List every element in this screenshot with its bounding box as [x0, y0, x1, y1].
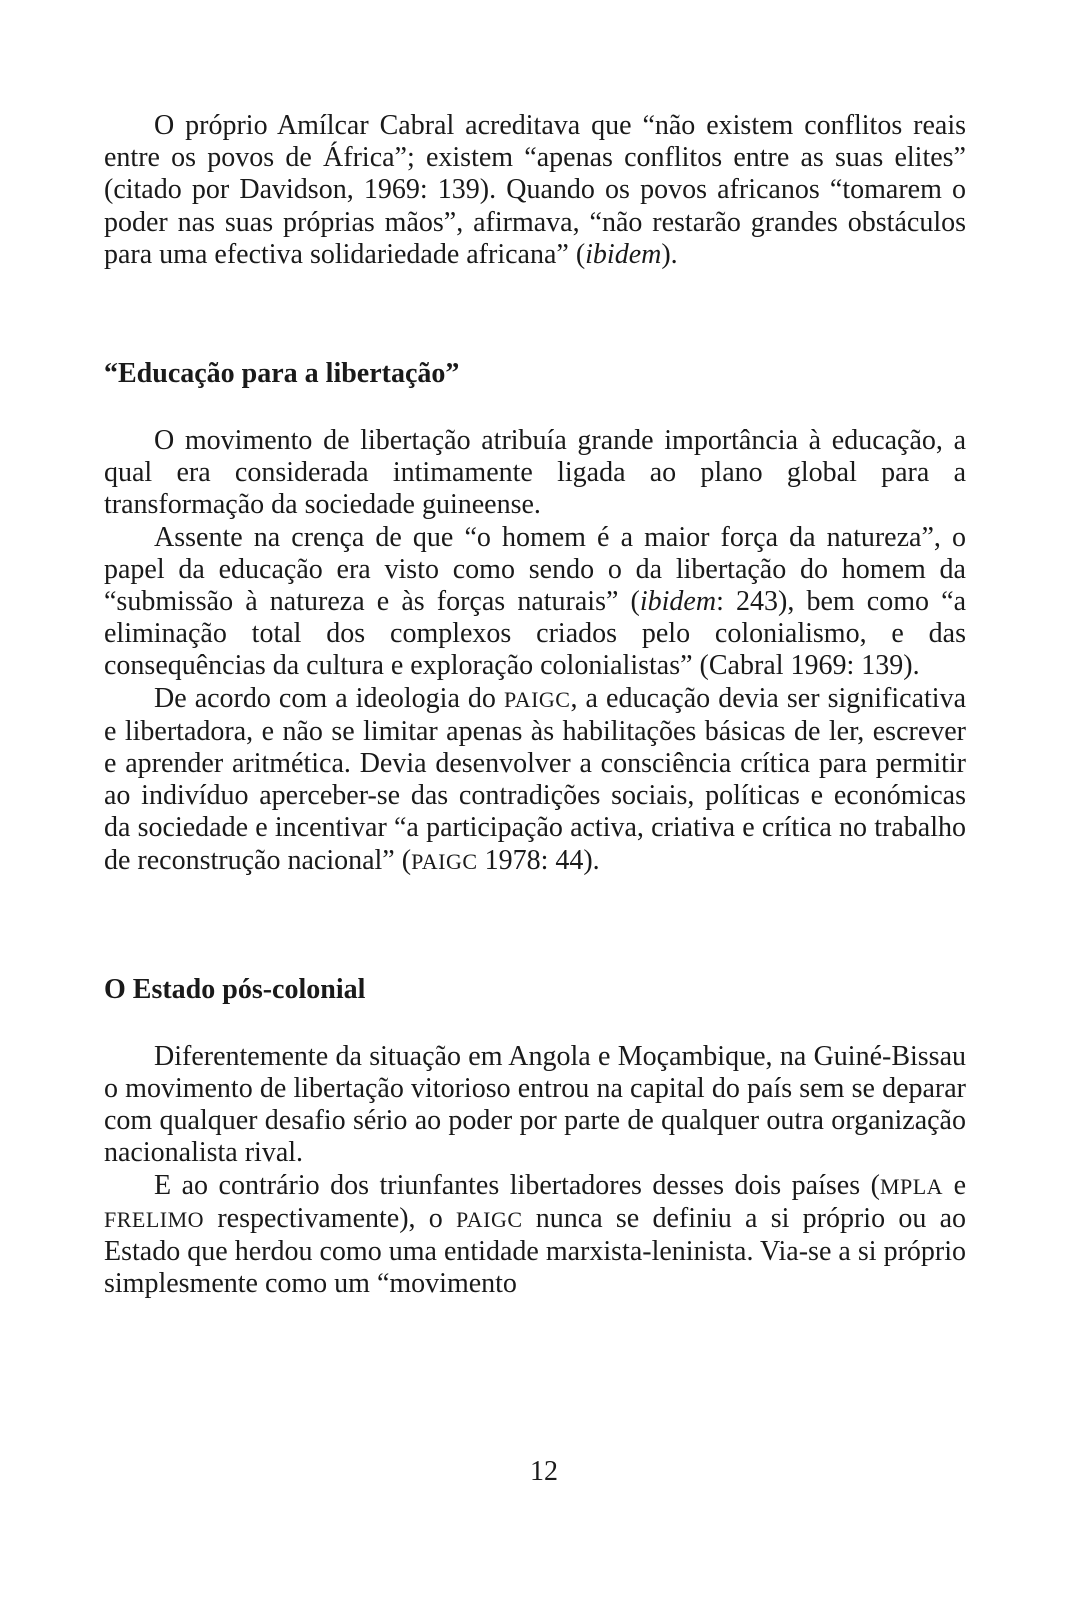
acronym-paigc: PAIGC	[503, 686, 571, 712]
paragraph-text: De acordo com a ideologia do	[154, 682, 504, 714]
paragraph-nature	[104, 522, 966, 683]
paragraph-text: Assente na crença de que “o homem é a maior força da natureza”, o papel da educação era visto como sendo o da libertação do homem da “submissão à natureza e às forças naturais” (	[104, 521, 966, 618]
acronym-paigc: PAIGC	[411, 848, 478, 874]
acronym-paigc: PAIGC	[456, 1206, 523, 1232]
paragraph-text: 1978: 44).	[477, 844, 600, 876]
paragraph-cabral-quote	[104, 110, 966, 271]
section-heading-estado: O Estado pós-colonial	[104, 973, 366, 1005]
page-body	[104, 110, 966, 1300]
paragraph-text: e	[943, 1169, 966, 1201]
paragraph-text: , a educação devia ser significativa e libertadora, e não se limitar apenas às habilitações básicas de ler, escrever e aprender aritmética. Devia desenvolver a consciência crítica para permitir ao indivíduo aperceber-se das contradições sociais, políticas e económicas da sociedade e incentivar “a participação activa, criativa e crítica no trabalho de reconstrução nacional” (	[104, 682, 967, 876]
paragraph-marxist-leninist	[104, 1170, 966, 1301]
paragraph-text: nunca se definiu a si próprio ou ao Estado que herdou como uma entidade marxista-leninista. Via-se a si próprio simplesmente como um “movimento	[104, 1202, 966, 1300]
paragraph-text: ).	[661, 238, 678, 270]
paragraph-text: respectivamente), o	[204, 1202, 457, 1234]
paragraph-guinea-bissau: Diferentemente da situação em Angola e Moçambique, na Guiné-Bissau o movimento de libertação vitorioso entrou na capital do país sem se deparar com qualquer desafio sério ao poder por parte de qualquer outra organização nacionalista rival.	[104, 1040, 966, 1169]
paragraph-education-importance: O movimento de libertação atribuía grande importância à educação, a qual era considerada intimamente ligada ao plano global para a transformação da sociedade guineense.	[104, 425, 966, 521]
paragraph-text: : 243), bem como “a eliminação total dos complexos criados pelo colonialismo, e das consequências da cultura e exploração colonialistas” (Cabral 1969: 139).	[104, 586, 967, 682]
paragraph-text: E ao contrário dos triunfantes libertadores desses dois países (	[154, 1169, 880, 1201]
paragraph-paigc-ideology	[104, 683, 966, 878]
paragraph-text: O próprio Amílcar Cabral acreditava que “não existem conflitos reais entre os povos de África”; existem “apenas conflitos entre as suas elites” (citado por Davidson, 1969: 139). Quando os povos africanos “tomarem o poder nas suas próprias mãos”, afirmava, “não restarão grandes obstáculos para uma efectiva solidariedade africana” (	[104, 110, 966, 270]
page-number: 12	[530, 1456, 558, 1487]
acronym-frelimo: FRELIMO	[104, 1206, 205, 1232]
section-heading-educacao: “Educação para a libertação”	[104, 358, 460, 390]
italic-ibidem: ibidem	[639, 586, 717, 618]
italic-ibidem: ibidem	[585, 238, 662, 270]
acronym-mpla: MPLA	[879, 1173, 944, 1199]
